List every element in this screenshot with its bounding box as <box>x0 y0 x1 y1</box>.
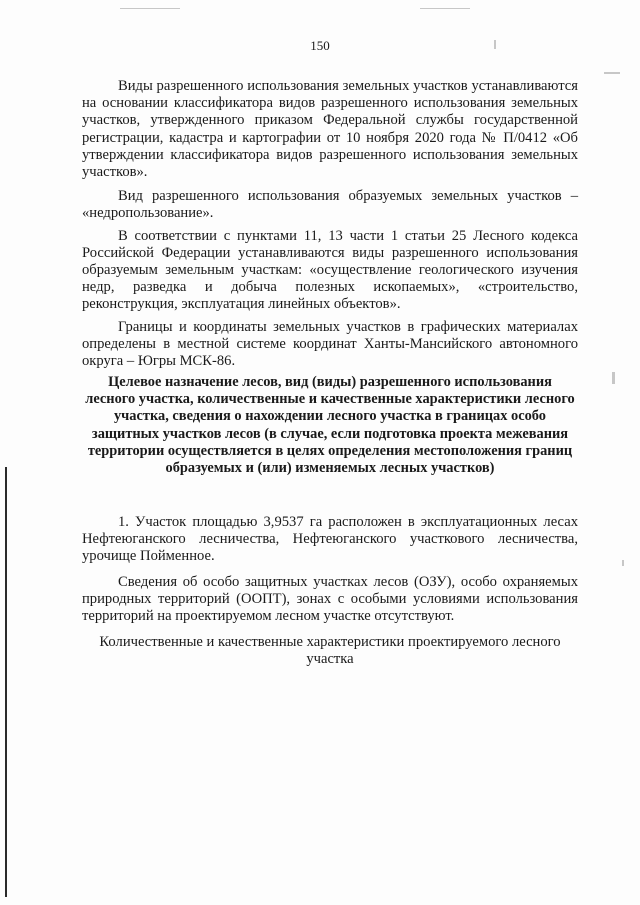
scan-speck <box>494 40 496 49</box>
section-plot <box>82 514 578 626</box>
section-subheading: Количественные и качественные характеристики проектируемого лесного участка <box>99 634 561 668</box>
page-number: 150 <box>310 38 330 53</box>
paragraph-plot-area: 1. Участок площадью 3,9537 га расположен в эксплуатационных лесах Нефтеюганского лесничества, Нефтеюганского участкового лесничества, урочище Пойменное. <box>82 514 578 565</box>
section-intro <box>82 78 578 371</box>
paragraph-coordinates: Границы и координаты земельных участков в графических материалах определены в местной системе координат Ханты-Мансийского автономного округа – Югры МСК-86. <box>82 318 578 370</box>
scan-speck <box>420 8 470 9</box>
paragraph-classifier: Виды разрешенного использования земельных участков устанавливаются на основании классификатора видов разрешенного использования земельных участков, утвержденного приказом Федеральной службы государственной регистрации, кадастра и картографии от 10 ноября 2020 года № П/0412 «Об утверждении классификатора видов разрешенного использования земельных участков». <box>82 78 578 181</box>
scan-speck <box>622 560 624 566</box>
paragraph-protected-areas: Сведения об особо защитных участках лесов (ОЗУ), особо охраняемых природных территорий (ООПТ), зонах с особыми условиями использования территорий на проектируемом лесном участке отсутствуют. <box>82 573 578 625</box>
paragraph-permitted-use: Вид разрешенного использования образуемых земельных участков – «недропользование». <box>82 188 578 222</box>
paragraph-forest-code: В соответствии с пунктами 11, 13 части 1 статьи 25 Лесного кодекса Российской Федерации устанавливаются виды разрешенного использования образуемым земельным участкам: «осуществление геологического изучения недр, разведка и добыча полезных ископаемых», «строительство, реконструкция, эксплуатация линейных объектов». <box>82 227 578 313</box>
scan-speck <box>604 72 620 74</box>
section-heading: Целевое назначение лесов, вид (виды) разрешенного использования лесного участка, количественные и качественные характеристики лесного участка, сведения о нахождении лесного участка в границах особо защитных участков лесов (в случае, если подготовка проекта межевания территории осуществляется в целях определения местоположения границ образуемых и (или) изменяемых лесных участков) <box>85 374 575 477</box>
scan-speck <box>612 372 615 384</box>
scan-speck <box>120 8 180 9</box>
scan-margin-line <box>5 467 7 897</box>
